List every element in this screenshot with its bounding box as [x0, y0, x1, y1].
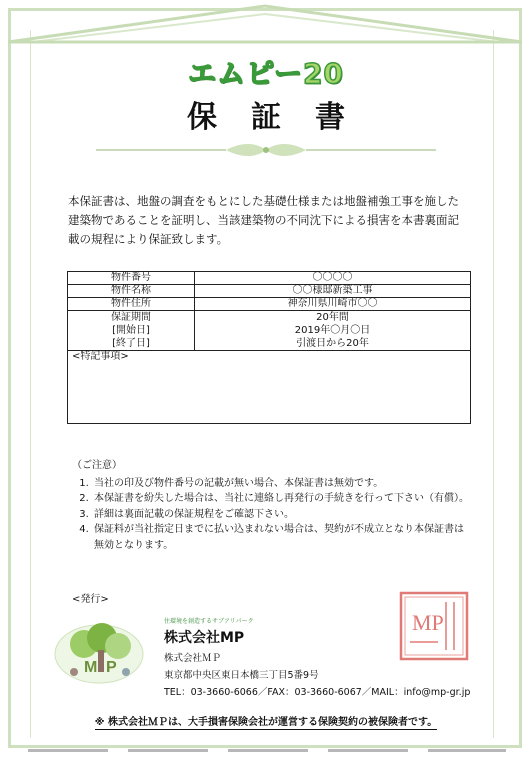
- property-number-label: 物件番号: [68, 272, 195, 285]
- company-address: 東京都中央区東日本橋三丁目5番9号: [164, 670, 319, 681]
- table-row: [68, 272, 471, 285]
- footer-note-text: ※ 株式会社ＭＰは、大手損害保険会社が運営する保険契約の被保険者です。: [94, 717, 438, 728]
- company-contact: TEL：03-3660-6066／FAX：03-3660-6067／MAIL：info@mp-gr.jp: [164, 687, 471, 698]
- list-item: 4. 保証料が当社指定日までに払い込まれない場合は、契約が不成立となり本保証書は無効となります。: [92, 522, 472, 553]
- bottom-decoration: [28, 748, 506, 754]
- start-value: 2019年〇月〇日: [294, 325, 371, 336]
- list-item: 1. 当社の印及び物件番号の記載が無い場合、本保証書は無効です。: [92, 476, 472, 492]
- period-value: 20年間: [316, 312, 349, 323]
- table-row: [68, 298, 471, 311]
- property-name-value: 〇〇様邸新築工事: [195, 285, 471, 298]
- special-notes-cell: [68, 351, 471, 424]
- company-tagline: 住環境を創造するサブアリパーク: [164, 618, 254, 625]
- brand-text: エムピー: [188, 57, 303, 90]
- issuer-label: <発行>: [72, 594, 109, 605]
- end-value: 引渡日から20年: [296, 338, 369, 349]
- notes-heading: （ご注意）: [72, 460, 122, 471]
- list-item: 2. 本保証書を紛失した場合は、当社に連絡し再発行の手続きを行って下さい（有償）。: [92, 491, 472, 507]
- svg-text:M: M: [84, 659, 98, 676]
- svg-text:P: P: [106, 659, 117, 676]
- property-name-label: 物件名称: [68, 285, 195, 298]
- period-label: 保証期間: [111, 312, 151, 323]
- start-label: [開始日]: [112, 325, 150, 336]
- brand-logo: [0, 52, 532, 92]
- notes-list: [72, 476, 472, 554]
- property-address-value: 神奈川県川崎市〇〇: [195, 298, 471, 311]
- property-number-value: 〇〇〇〇: [195, 272, 471, 285]
- property-table: [67, 271, 471, 424]
- property-address-label: 物件住所: [68, 298, 195, 311]
- table-row: [68, 285, 471, 298]
- end-label: [終了日]: [112, 338, 150, 349]
- table-row: [68, 311, 471, 351]
- brand-number: 20: [302, 57, 344, 90]
- svg-text:MP: MP: [412, 610, 444, 635]
- page-title: 保証書: [187, 100, 379, 135]
- period-values: [195, 311, 471, 351]
- roof-ornament: [8, 2, 522, 44]
- leaf-divider-ornament: [96, 140, 436, 160]
- special-notes-label: <特記事項>: [72, 351, 129, 362]
- period-labels: [68, 311, 195, 351]
- list-item: 3. 詳細は裏面記載の保証規程をご確認下さい。: [92, 507, 472, 523]
- caution-notes: [72, 458, 472, 553]
- footer-note: [0, 713, 532, 728]
- company-name-2: 株式会社ＭＰ: [164, 653, 222, 664]
- company-tree-logo: [54, 620, 144, 684]
- table-row: [68, 351, 471, 424]
- intro-paragraph: 本保証書は、地盤の調査をもとにした基礎仕様または地盤補強工事を施した建築物であることを証明し、当該建築物の不同沈下による損害を本書裏面記載の規程により保証致します。: [68, 194, 459, 246]
- company-name: 株式会社MP: [164, 630, 245, 646]
- company-seal-stamp: [398, 590, 470, 662]
